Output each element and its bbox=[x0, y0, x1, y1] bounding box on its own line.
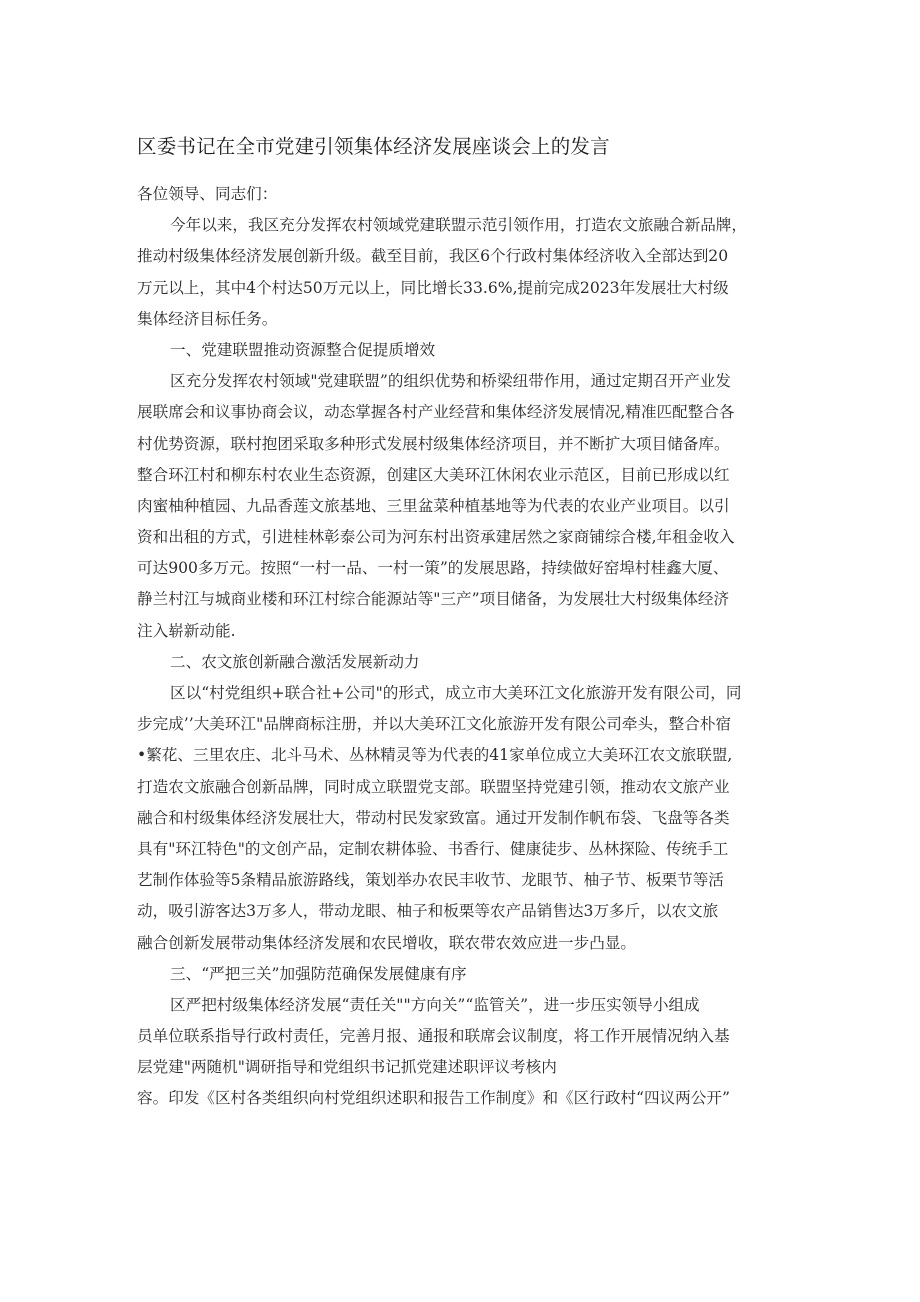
text-line: 融合和村级集体经济发展壮大，带动村民发家致富。通过开发制作帆布袋、飞盘等各类 bbox=[137, 808, 730, 827]
text-line: 融合创新发展带动集体经济发展和农民增收，联农带农效应进一步凸显。 bbox=[137, 933, 637, 952]
text-line: 集体经济目标任务。 bbox=[137, 309, 278, 328]
text-line: 资和出租的方式，引进桂林彰泰公司为河东村出资承建居然之家商铺综合楼,年租金收入 bbox=[137, 528, 735, 547]
text-line: 区严把村级集体经济发展“责任关""方向关”“监管关”，进一步压实领导小组成 bbox=[170, 995, 700, 1014]
text-line: 具有"环江特色"的文创产品，定制农耕体验、书香行、健康徒步、丛林探险、传统手工 bbox=[137, 839, 729, 858]
text-line: 容。印发《区村各类组织向村党组织述职和报告工作制度》和《区行政村“四议两公开” bbox=[137, 1089, 730, 1108]
text-line: 三、“严把三关”加强防范确保发展健康有序 bbox=[170, 964, 467, 983]
text-line: 打造农文旅融合创新品牌，同时成立联盟党支部。联盟坚持党建引领，推动农文旅产业 bbox=[137, 777, 730, 796]
text-line: 员单位联系指导行政村责任，完善月报、通报和联席会议制度，将工作开展情况纳入基 bbox=[137, 1027, 730, 1046]
text-line: 艺制作体验等5条精品旅游路线，策划举办农民丰收节、龙眼节、柚子节、板栗节等活 bbox=[137, 871, 724, 890]
text-line: 静兰村江与城商业楼和环江村综合能源站等"三产”项目储备，为发展壮大村级集体经济 bbox=[137, 590, 730, 609]
text-line: 区充分发挥农村领域"党建联盟”的组织优势和桥梁纽带作用，通过定期召开产业发 bbox=[170, 372, 731, 391]
text-line: 二、农文旅创新融合激活发展新动力 bbox=[170, 652, 420, 671]
text-line: 一、党建联盟推动资源整合促提质增效 bbox=[170, 340, 436, 359]
text-line: 各位领导、同志们： bbox=[137, 185, 278, 203]
document-title: 区委书记在全市党建引领集体经济发展座谈会上的发言 bbox=[137, 135, 610, 158]
text-line: 整合环江村和柳东村农业生态资源，创建区大美环江休闲农业示范区，目前已形成以红 bbox=[137, 465, 730, 484]
text-line: •繁花、三里农庄、北斗马术、丛林精灵等为代表的41家单位成立大美环江农文旅联盟, bbox=[137, 746, 733, 765]
text-line: 今年以来，我区充分发挥农村领域党建联盟示范引领作用，打造农文旅融合新品牌， bbox=[170, 216, 747, 235]
document-body bbox=[137, 179, 792, 1115]
text-line: 推动村级集体经济发展创新升级。截至目前，我区6个行政村集体经济收入全部达到20 bbox=[137, 247, 729, 266]
text-line: 步完成’’大美环江"品牌商标注册，并以大美环江文化旅游开发有限公司牵头，整合朴宿 bbox=[137, 715, 732, 734]
text-line: 动，吸引游客达3万多人，带动龙眼、柚子和板栗等农产品销售达3万多斤，以农文旅 bbox=[137, 902, 719, 921]
text-line: 肉蜜柚种植园、九品香莲文旅基地、三里盆菜种植基地等为代表的农业产业项目。以引 bbox=[137, 496, 730, 515]
text-line: 可达900多万元。按照“一村一品、一村一策”的发展思路，持续做好窑埠村桂鑫大厦、 bbox=[137, 559, 729, 578]
text-line: 区以“村党组织+联合社+公司"的形式，成立市大美环江文化旅游开发有限公司，同 bbox=[170, 684, 742, 702]
text-line: 层党建"两随机"调研指导和党组织书记抓党建述职评议考核内 bbox=[137, 1058, 557, 1077]
text-line: 注入崭新动能. bbox=[137, 621, 236, 640]
text-line: 展联席会和议事协商会议，动态掌握各村产业经营和集体经济发展情况,精准匹配整合各 bbox=[137, 403, 735, 422]
text-line: 村优势资源，联村抱团采取多种形式发展村级集体经济项目，并不断扩大项目储备库。 bbox=[137, 434, 730, 453]
text-line: 万元以上，其中4个村达50万元以上，同比增长33.6%,提前完成2023年发展壮大村级 bbox=[137, 278, 729, 297]
